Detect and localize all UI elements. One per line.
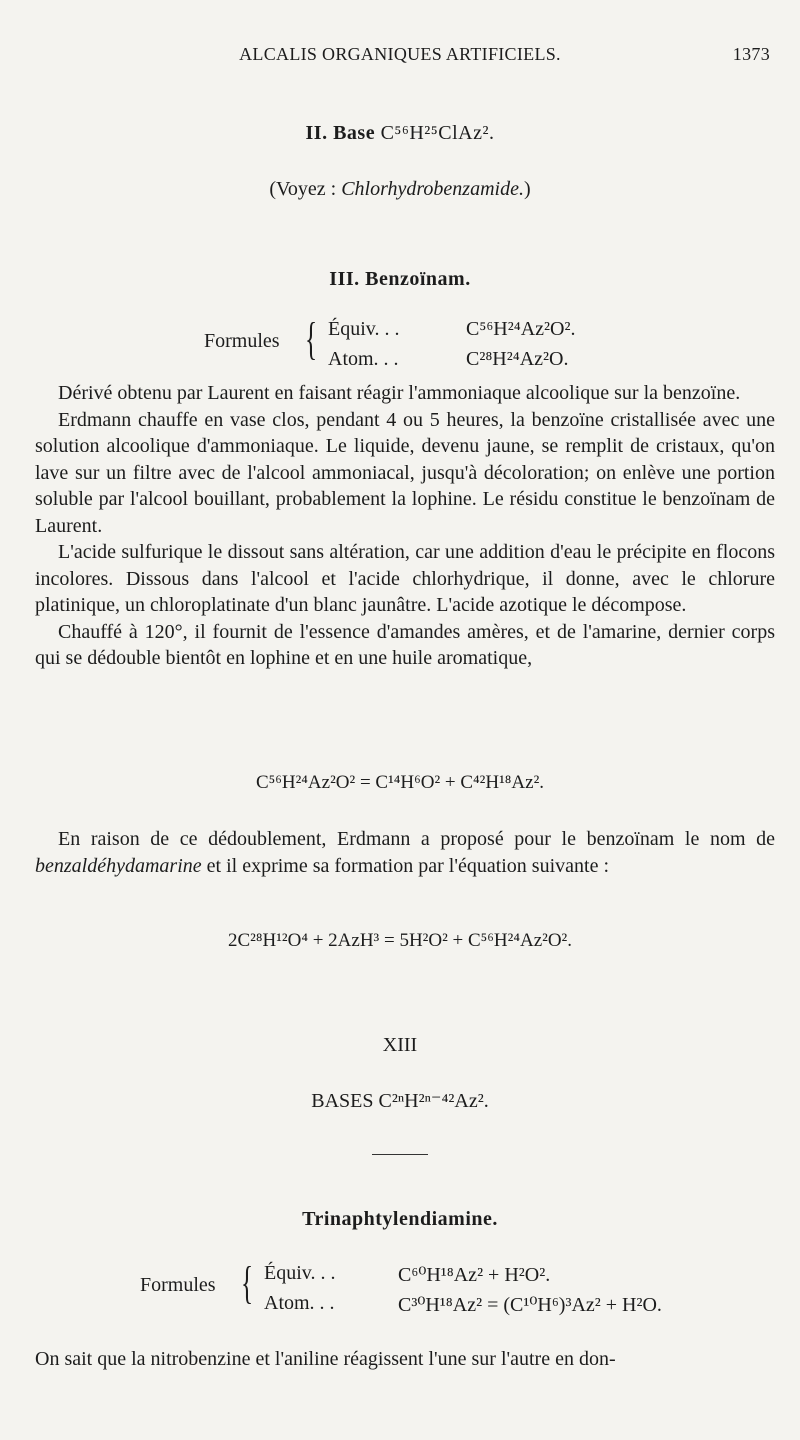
paragraph-end: et il exprime sa formation par l'équation suivante : xyxy=(201,854,610,877)
equiv-formula: C⁵⁶H²⁴Az²O². xyxy=(466,318,576,340)
see-also-close: ) xyxy=(523,178,531,200)
formulas-label: Formules xyxy=(204,330,280,352)
atom-label: Atom. . . xyxy=(328,348,399,370)
equation-2: 2C²⁸H¹²O⁴ + 2AzH³ = 5H²O² + C⁵⁶H²⁴Az²O². xyxy=(228,930,572,951)
formulas-label: Formules xyxy=(140,1274,216,1296)
see-also-open: (Voyez : xyxy=(269,178,342,200)
chapter-numeral: XIII xyxy=(382,1034,418,1056)
trinaphtylendiamine-text xyxy=(35,1346,775,1373)
atom-label: Atom. . . xyxy=(264,1292,335,1314)
equiv-label: Équiv. . . xyxy=(264,1262,336,1284)
see-also-reference: Chlorhydrobenzamide. xyxy=(341,178,524,200)
divider xyxy=(372,1154,428,1155)
paragraph: Chauffé à 120°, il fournit de l'essence d'amandes amères, et de l'amarine, dernier corps qui se dédouble bientôt en lophine et en une huile aromatique, xyxy=(35,620,775,669)
benzaldehydamarine-term: benzaldéhydamarine xyxy=(35,854,202,877)
page-number: 1373 xyxy=(732,44,770,64)
running-title: ALCALIS ORGANIQUES ARTIFICIELS. xyxy=(239,44,561,64)
benzoinam-text xyxy=(35,380,775,672)
section-iii-heading: III. Benzoïnam. xyxy=(329,268,471,290)
section-ii-number: II. xyxy=(305,122,328,144)
paragraph xyxy=(35,826,775,879)
paragraph-start: En raison de ce dédoublement, Erdmann a proposé pour le benzoïnam le nom de xyxy=(58,828,775,850)
paragraph: L'acide sulfurique le dissout sans altération, car une addition d'eau le précipite en flocons incolores. Dissous dans l'alcool et l'acide chlorhydrique, il donne, avec le chlorure platinique, un chloroplatinate d'un blanc jaunâtre. L'acide azotique le décompose. xyxy=(35,541,775,616)
chapter-title: BASES C²ⁿH²ⁿ⁻⁴²Az². xyxy=(311,1090,489,1112)
trinaphtylendiamine-formulas xyxy=(140,1257,700,1322)
running-header xyxy=(0,40,800,70)
benzoinam-text-2 xyxy=(35,826,775,879)
brace-icon: { xyxy=(240,1257,254,1308)
section-ii-heading xyxy=(0,122,800,145)
atom-formula: C²⁸H²⁴Az²O. xyxy=(466,348,569,370)
atom-formula: C³⁰H¹⁸Az² = (C¹⁰H⁶)³Az² + H²O. xyxy=(398,1294,662,1316)
section-ii-formula: C⁵⁶H²⁵ClAz². xyxy=(380,122,495,144)
equation-1: C⁵⁶H²⁴Az²O² = C¹⁴H⁶O² + C⁴²H¹⁸Az². xyxy=(255,772,545,793)
see-also-note xyxy=(0,178,800,201)
section-ii-word: Base xyxy=(333,122,376,144)
paragraph: On sait que la nitrobenzine et l'aniline réagissent l'une sur l'autre en don- xyxy=(35,1348,616,1370)
benzoinam-formulas xyxy=(204,313,624,378)
equiv-label: Équiv. . . xyxy=(328,318,400,340)
paragraph: Erdmann chauffe en vase clos, pendant 4 ou 5 heures, la benzoïne cristallisée avec une solution alcoolique d'ammoniaque. Le liquide, devenu jaune, se remplit de cristaux, qu'on lave sur un filtre avec de l'alcool ammoniacal, jusqu'à décoloration; on enlève une portion soluble par l'alcool bouillant, probablement la lophine. Le résidu constitue le benzoïnam de Laurent. xyxy=(35,408,775,537)
paragraph: Dérivé obtenu par Laurent en faisant réagir l'ammoniaque alcoolique sur la benzoïne. xyxy=(58,382,741,404)
trinaphtylendiamine-heading: Trinaphtylendiamine. xyxy=(302,1208,498,1230)
equiv-formula: C⁶⁰H¹⁸Az² + H²O². xyxy=(398,1264,551,1286)
brace-icon: { xyxy=(304,313,318,364)
